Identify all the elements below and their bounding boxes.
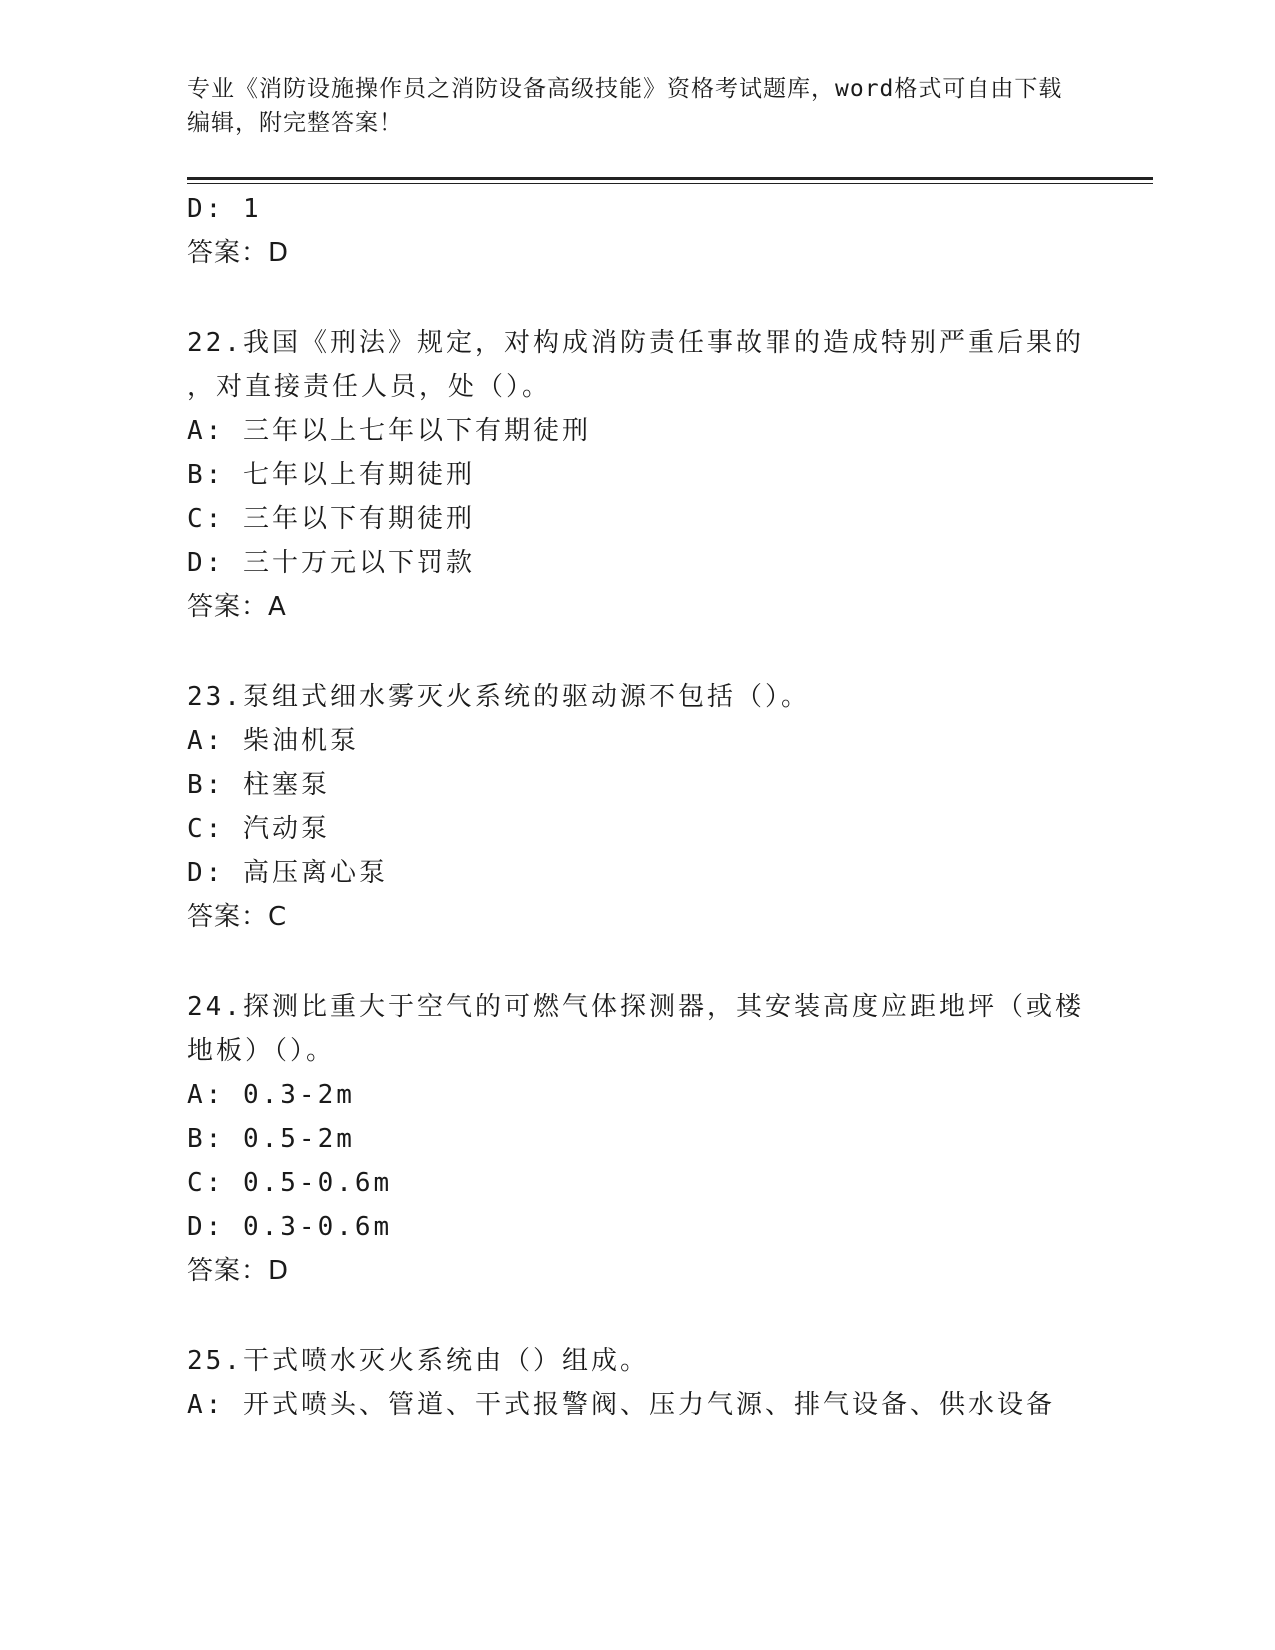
q23-stem-line1: 23.泵组式细水雾灭火系统的驱动源不包括（）。 <box>187 682 810 712</box>
prev-option-d: D: 1 <box>187 194 262 224</box>
q24-stem-line1: 24.探测比重大于空气的可燃气体探测器，其安装高度应距地坪（或楼 <box>187 992 1084 1022</box>
document-header: 专业《消防设施操作员之消防设备高级技能》资格考试题库，word格式可自由下载编辑，附完整答案！ <box>187 76 1063 136</box>
q25-stem-line1: 25.干式喷水灭火系统由（）组成。 <box>187 1346 649 1376</box>
q22-option-b: B: 七年以上有期徒刑 <box>187 460 475 490</box>
q22-stem-line2: ，对直接责任人员，处（）。 <box>187 372 552 402</box>
q24-option-d: D: 0.3-0.6m <box>187 1212 393 1242</box>
q22-option-d: D: 三十万元以下罚款 <box>187 548 475 578</box>
q24-stem-line2: 地板）（）。 <box>187 1036 336 1066</box>
header-rule-thick <box>187 177 1153 180</box>
q22-option-c: C: 三年以下有期徒刑 <box>187 504 475 534</box>
q23-answer: 答案：C <box>187 902 288 932</box>
q24-option-b: B: 0.5-2m <box>187 1124 355 1154</box>
q24-answer: 答案：D <box>187 1256 290 1286</box>
prev-answer: 答案：D <box>187 238 290 268</box>
header-rule-thin <box>187 183 1153 184</box>
q24-option-a: A: 0.3-2m <box>187 1080 355 1110</box>
q25-option-a: A: 开式喷头、管道、干式报警阀、压力气源、排气设备、供水设备 <box>187 1390 1055 1420</box>
q23-option-d: D: 高压离心泵 <box>187 858 388 888</box>
q24-option-c: C: 0.5-0.6m <box>187 1168 393 1198</box>
q22-answer: 答案：A <box>187 592 287 622</box>
q23-option-c: C: 汽动泵 <box>187 814 330 844</box>
q23-option-b: B: 柱塞泵 <box>187 770 330 800</box>
q22-option-a: A: 三年以上七年以下有期徒刑 <box>187 416 591 446</box>
q23-option-a: A: 柴油机泵 <box>187 726 359 756</box>
q22-stem-line1: 22.我国《刑法》规定，对构成消防责任事故罪的造成特别严重后果的 <box>187 328 1084 358</box>
